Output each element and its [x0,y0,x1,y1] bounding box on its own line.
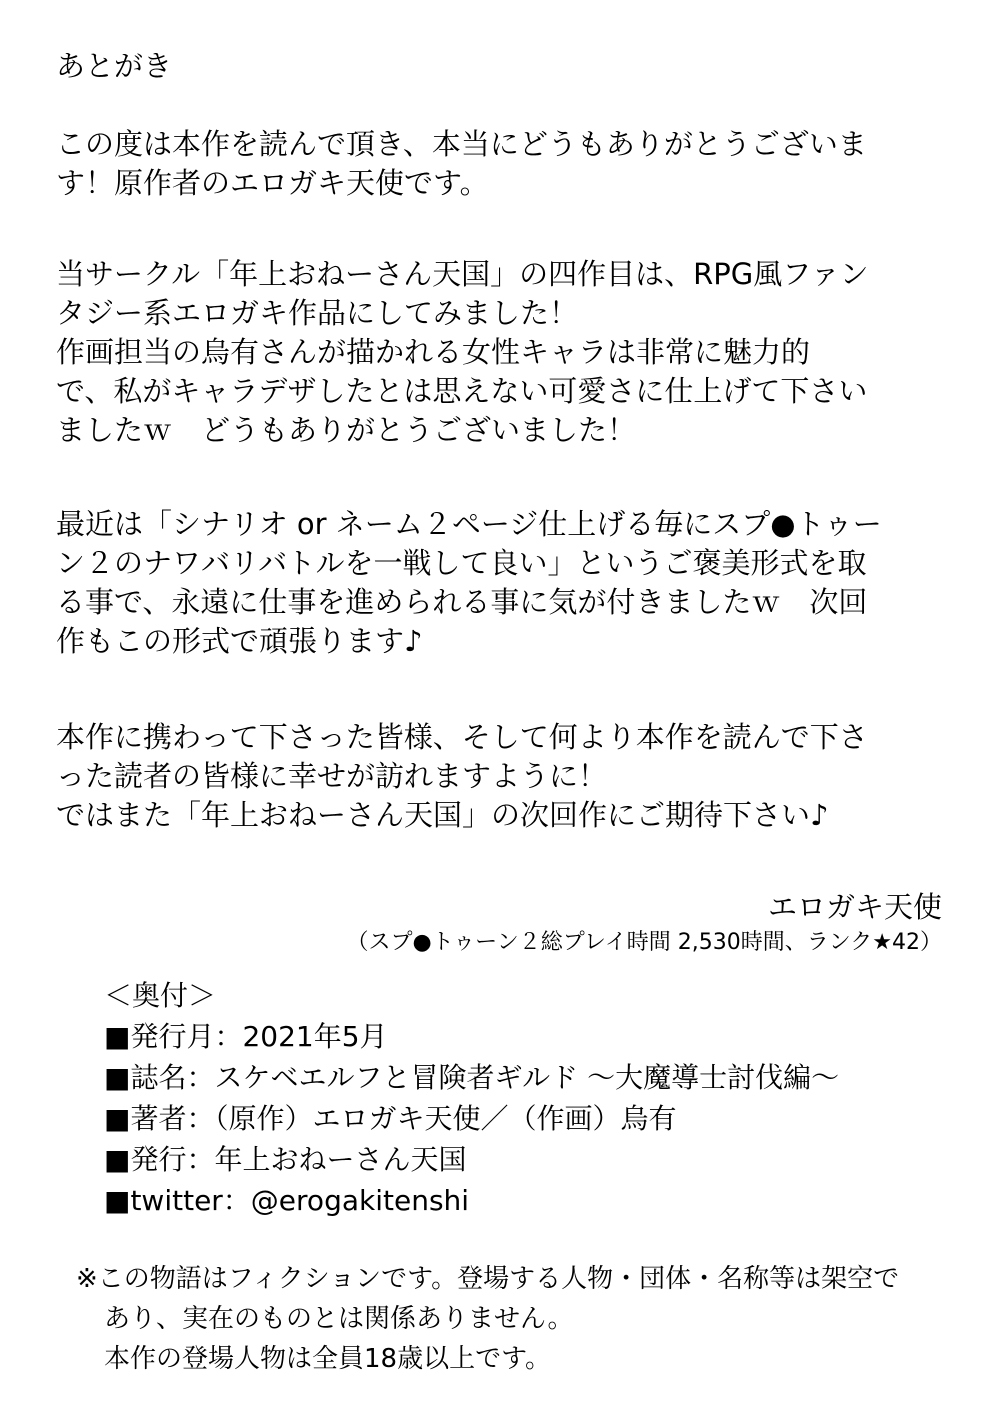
author-signature: エロガキ天使 [767,890,942,924]
colophon-item-author: ■著者：（原作）エロガキ天使／（作画）烏有 [104,1102,677,1135]
text-line: で、私がキャラデザしたとは思えない可愛さに仕上げて下さい [56,374,868,408]
text-line: タジー系エロガキ作品にしてみました！ [56,296,579,330]
text-line: る事で、永遠に仕事を進められる事に気が付きましたｗ 次回 [56,585,868,619]
text-line: ではまた「年上おねーさん天国」の次回作にご期待下さい♪ [56,798,829,832]
colophon-item-title: ■誌名：スケベエルフと冒険者ギルド ～大魔導士討伐編～ [104,1061,840,1094]
colophon-title: ＜奥付＞ [104,979,217,1012]
paragraph-about-work [56,255,956,450]
disclaimer-line: あり、実在のものとは関係ありません。 [104,1304,574,1334]
colophon-item-publisher: ■発行：年上おねーさん天国 [104,1143,467,1176]
colophon-item-twitter: ■twitter：@erogakitenshi [104,1184,470,1217]
colophon [104,975,839,1221]
text-line: 最近は「シナリオ or ネーム２ページ仕上げる毎にスプ●トゥー [56,507,882,541]
text-line: 当サークル「年上おねーさん天国」の四作目は、RPG風ファン [56,257,869,291]
signature-note: （スプ●トゥーン２総プレイ時間 2,530時間、ランク★42） [346,930,942,955]
text-line: す！原作者のエロガキ天使です。 [56,166,489,200]
text-line: 本作に携わって下さった皆様、そして何より本作を読んで下さ [56,720,868,754]
paragraph-greeting [56,125,956,203]
paragraph-thanks [56,718,956,835]
paragraph-recent [56,505,956,661]
disclaimer-line: ※この物語はフィクションです。登場する人物・団体・名称等は架空で [76,1264,900,1294]
text-line: 作もこの形式で頑張ります♪ [56,624,423,658]
text-line: 作画担当の烏有さんが描かれる女性キャラは非常に魅力的 [56,335,811,369]
page-title: あとがき [56,49,173,83]
text-line: ン２のナワバリバトルを一戦して良い」というご褒美形式を取 [56,546,867,580]
colophon-item-date: ■発行月：2021年5月 [104,1020,388,1053]
text-line: ましたｗ どうもありがとうございました！ [56,413,637,447]
disclaimer-line: 本作の登場人物は全員18歳以上です。 [104,1344,552,1374]
text-line: この度は本作を読んで頂き、本当にどうもありがとうございま [56,127,867,161]
text-line: った読者の皆様に幸せが訪れますように！ [56,759,608,793]
fiction-disclaimer [76,1259,899,1379]
